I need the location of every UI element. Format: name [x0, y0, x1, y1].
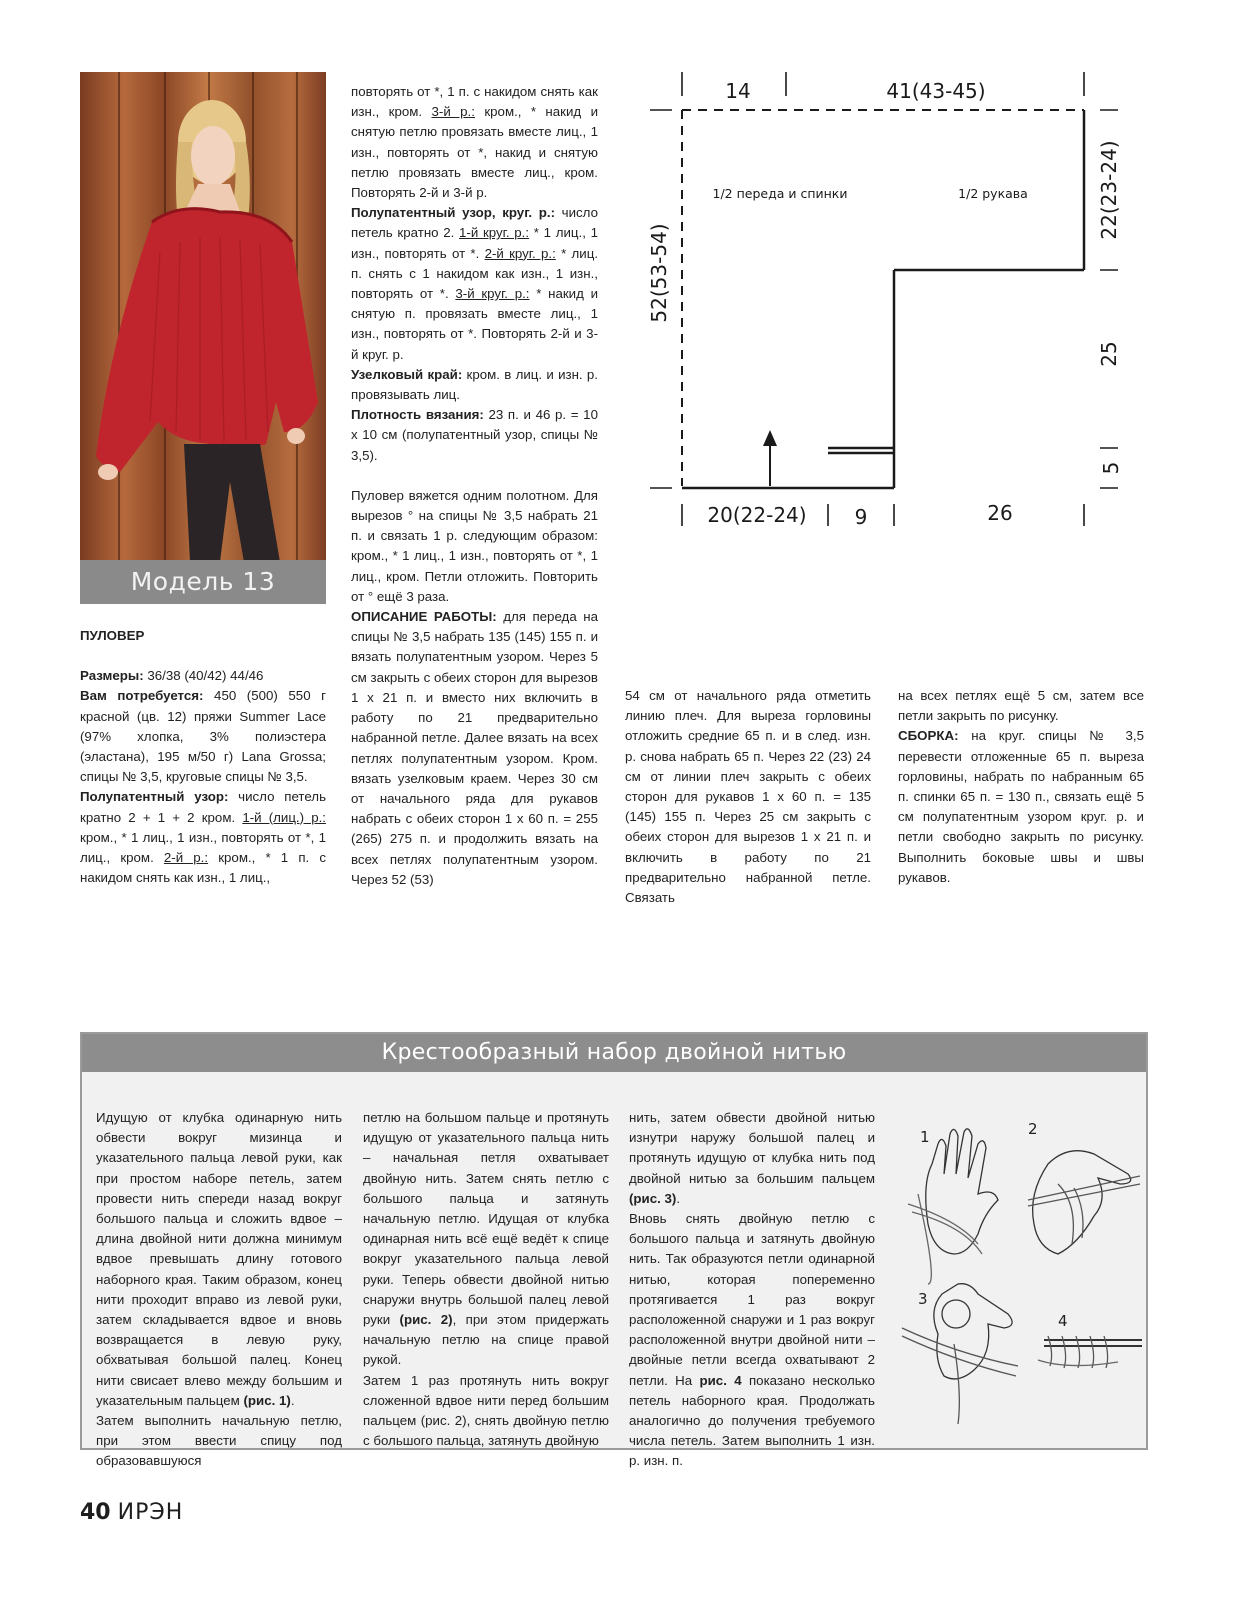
dim-slit-width: 9: [854, 505, 868, 529]
sizes-value: 36/38 (40/42) 44/46: [143, 668, 264, 684]
intro-text: Пуловер вяжется одним полотном. Для вырезов ° на спицы № 3,5 набрать 21 п. и связать 1 р. следующим образом: кром., * 1 лиц., 1 изн., повторять от *, 1 лиц., кром. Петли отложить. Повторить от ° ещё 3 раза.: [351, 487, 598, 604]
model-photo: [80, 72, 326, 604]
dim-total-height: 52(53-54): [647, 223, 671, 323]
pattern-label: Полупатентный узор:: [80, 789, 229, 805]
edge-text: кром. в лиц. и изн. р. провязывать лиц.: [351, 366, 598, 403]
article-column-3: [625, 686, 871, 908]
tutorial-box: [80, 1032, 1148, 1469]
assembly-label: СБОРКА:: [898, 728, 959, 744]
finish-text: на всех петлях ещё 5 см, затем все петли закрыть по рисунку.: [898, 688, 1144, 724]
pattern-text: кром., * накид и снятую петлю провязать вместе лиц., 1 изн., повторять от *, накид и снятую петлю провязать вместе лиц., кром. Повторять 2-й и 3-й р.: [351, 104, 599, 201]
pattern-schematic: [640, 68, 1140, 538]
tutorial-text: петлю на большом пальце и протянуть идущую от указательного пальца нить – начальная петля охватывает двойную нить. Затем снять петлю с большого пальца и затянуть начальную петлю. Идущая от клубка одинарная нить всё ещё ведёт к спице вокруг указательного пальца левой руки. Теперь обвести двойной нитью снаружи внутрь большой палец левой руки: [363, 1110, 609, 1328]
tutorial-text: Идущую от клубка одинарную нить обвести вокруг мизинца и указательного пальца левой руки, как при простом наборе петель, затем провести нить спереди назад вокруг большого пальца и сложить вдвое – длина двойной нити должна минимум вдвое превышать длину готового наборного края. Таким образом, конец нити проходит вправо из левой руки, затем складывается вдвое и вновь возвращается в левую руку, обхватывая большой палец. Конец нити свисает влево между большим и указательным пальцем: [96, 1110, 342, 1408]
work-description-label: ОПИСАНИЕ РАБОТЫ:: [351, 609, 497, 625]
tutorial-column-2: [363, 1108, 609, 1451]
edge-label: Узелковый край:: [351, 366, 463, 382]
dim-sleeve-length: 26: [987, 501, 1013, 525]
model-label: Модель 13: [80, 560, 326, 604]
row-2-label: 2-й р.:: [163, 850, 209, 866]
tutorial-text: , при этом придержать начальную петлю на спице правой рукой.: [363, 1312, 609, 1368]
row-1-label: 1-й (лиц.) р.:: [242, 809, 326, 825]
figure-number-1: 1: [920, 1128, 930, 1146]
article-column-4: [898, 686, 1144, 888]
figure-number-3: 3: [918, 1290, 928, 1308]
page-number: 40: [80, 1500, 111, 1525]
round-pattern-label: Полупатентный узор, круг. р.:: [351, 205, 556, 221]
materials-value: 450 (500) 550 г красной (цв. 12) пряжи Summer Lace (97% хлопка, 3% полиэстера (эластана), 195 м/50 г) Lana Grossa; спицы № 3,5, круговые спицы № 3,5.: [80, 688, 326, 785]
article-column-2: [351, 82, 598, 890]
round-1-label: 1-й круг. р.:: [459, 225, 530, 241]
figure-number-4: 4: [1058, 1312, 1068, 1330]
dim-top-right: 41(43-45): [886, 79, 986, 103]
materials-label: Вам потребуется:: [80, 688, 204, 704]
tutorial-text: .: [290, 1392, 295, 1408]
tutorial-text: показано несколько петель наборного края. Продолжать аналогично до получения требуемого числа петель. Затем выполнить 1 изн. р. изн. п.: [629, 1372, 876, 1469]
work-description-text: для переда на спицы № 3,5 набрать 135 (145) 155 п. и вязать полупатентным узором. Через 5 см закрыть с обеих сторон для вырезов 1 x 21 п. и вместо них включить в работу по 21 предварительно набранной петле. Далее вязать на всех петлях полупатентным узором. Кром. вязать узелковым краем. Через 30 см от начального ряда для рукавов набрать с обеих сторон 1 x 60 п. = 255 (265) 275 п. и продолжить вязать на всех петлях полупатентным узором. Через 52 (53): [351, 609, 598, 887]
density-text: 23 п. и 46 р. = 10 x 10 см (полупатентный узор, спицы № 3,5).: [351, 407, 598, 463]
figure-number-2: 2: [1028, 1120, 1038, 1138]
round-2-label: 2-й круг. р.:: [484, 245, 556, 261]
tutorial-text: нить, затем обвести двойной нитью изнутри наружу большой палец и протянуть идущую от клубка нить под двойной нитью за большим пальцем: [629, 1110, 875, 1186]
density-label: Плотность вязания:: [351, 407, 484, 423]
tutorial-column-3: [629, 1108, 875, 1472]
magazine-name: ИРЭН: [117, 1500, 184, 1525]
article-column-1: [80, 626, 326, 888]
pattern-text: кром., * 1 п. с накидом снять как изн., 1 лиц.,: [80, 850, 326, 886]
label-body-half: 1/2 переда и спинки: [712, 186, 848, 201]
round-pattern-text: * лиц. п. снять с 1 накидом как изн., 1 изн., повторять от *.: [351, 245, 599, 302]
pattern-text: повторять от *, 1 п. с накидом снять как изн., кром.: [351, 84, 598, 120]
hand-illustrations: [898, 1104, 1144, 1434]
article-title: ПУЛОВЕР: [80, 628, 145, 643]
round-pattern-text: число петель кратно 2.: [351, 205, 598, 241]
sizes-label: Размеры:: [80, 668, 144, 684]
figure-ref: (рис. 3): [629, 1190, 677, 1206]
tutorial-text: Затем 1 раз протянуть нить вокруг сложенной вдвое нити перед большим пальцем (рис. 2), снять двойную петлю с большого пальца, затянуть двойную: [363, 1372, 609, 1449]
arrow-head-icon: [763, 430, 777, 446]
figure-ref: (рис. 2): [399, 1312, 453, 1328]
tutorial-text: Затем выполнить начальную петлю, при этом ввести спицу под образовавшуюся: [96, 1413, 342, 1469]
dim-armhole-to-slit: 25: [1097, 341, 1121, 367]
round-pattern-text: * 1 лиц., 1 изн., повторять от *.: [351, 225, 598, 261]
pattern-text: число петель кратно 2 + 1 + 2 кром.: [80, 789, 326, 825]
tutorial-text: .: [676, 1190, 681, 1206]
figure-ref: (рис. 1): [243, 1392, 291, 1408]
figure-ref: рис. 4: [699, 1372, 742, 1388]
round-pattern-text: * накид и снятую п. провязать вместе лиц., 1 изн., повторять от *. Повторять 2-й и 3-й круг. р.: [351, 286, 598, 362]
dim-bottom-width: 20(22-24): [707, 503, 807, 527]
tutorial-header: Крестообразный набор двойной нитью: [82, 1034, 1146, 1072]
label-sleeve-half: 1/2 рукава: [958, 186, 1028, 201]
row-3-label: 3-й р.:: [431, 104, 475, 120]
assembly-text: на круг. спицы № 3,5 перевести отложенные 65 п. выреза горловины, набрать по набранным 65 п. спинки 65 п. = 130 п., связать ещё 5 см полупатентным узором круг. р. и петли свободно закрыть по рисунку. Выполнить боковые швы и швы рукавов.: [898, 728, 1144, 885]
tutorial-text: Вновь снять двойную петлю с большого пальца и затянуть двойную нить. Так образуются петли одинарной нитью, которая попеременно протягивается 1 раз вокруг расположенной снаружи и 1 раз вокруг расположенной внутри двойной нити – двойные петли всегда охватывают 2 петли. На: [629, 1211, 875, 1388]
work-continued-text: 54 см от начального ряда отметить линию плеч. Для выреза горловины отложить средние 65 п. и в след. изн. р. снова набрать 65 п. Через 22 (23) 24 см от линии плеч закрыть с обеих сторон для рукавов 1 x 60 п. = 135 (145) 155 п. Через 25 см закрыть с обеих сторон для вырезов 1 x 21 п. и включить в работу по 21 предварительно набранной петле. Связать: [625, 688, 871, 906]
pattern-text: кром., * 1 лиц., 1 изн., повторять от *, 1 лиц., кром.: [80, 829, 326, 866]
dim-sleeve-width: 22(23-24): [1097, 140, 1121, 240]
round-3-label: 3-й круг. р.:: [455, 286, 530, 302]
page-footer: [80, 1500, 183, 1525]
dim-top-left: 14: [725, 79, 751, 103]
dim-slit-height: 5: [1099, 461, 1123, 475]
model-figure-illustration: [80, 72, 326, 562]
tutorial-column-1: [96, 1108, 342, 1472]
